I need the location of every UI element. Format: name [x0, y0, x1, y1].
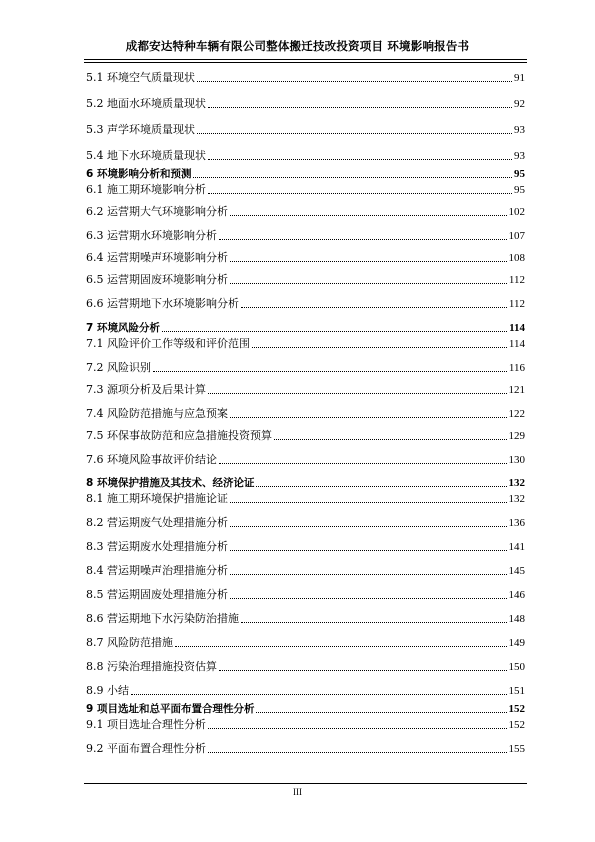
toc-entry-page: 95 — [514, 184, 525, 196]
toc-dot-leader — [219, 667, 507, 671]
toc-entry-page: 141 — [508, 541, 525, 553]
toc-dot-leader — [230, 547, 507, 551]
toc-entry-title: 6.2 运营期大气环境影响分析 — [86, 205, 228, 218]
toc-entry-title: 7.5 环保事故防范和应急措施投资预算 — [86, 429, 272, 442]
toc-section-row[interactable] — [86, 383, 525, 397]
toc-section-row[interactable] — [86, 297, 525, 311]
toc-dot-leader — [241, 304, 507, 308]
toc-entry-page: 112 — [508, 298, 525, 310]
toc-section-row[interactable] — [86, 229, 525, 243]
toc-entry-title: 6.3 运营期水环境影响分析 — [86, 229, 217, 242]
toc-entry-title: 7.3 源项分析及后果计算 — [86, 383, 206, 396]
page-header-title: 成都安达特种车辆有限公司整体搬迁技改投资项目 环境影响报告书 — [125, 39, 470, 53]
toc-dot-leader — [131, 691, 507, 695]
toc-entry-title: 7.1 风险评价工作等级和评价范围 — [86, 337, 250, 350]
toc-section-row[interactable] — [86, 205, 525, 219]
toc-entry-page: 112 — [508, 274, 525, 286]
toc-dot-leader — [230, 571, 507, 575]
toc-entry-title: 9.2 平面布置合理性分析 — [86, 742, 206, 755]
toc-entry-page: 93 — [514, 150, 525, 162]
toc-entry-page: 146 — [508, 589, 525, 601]
toc-entry-title: 8.6 营运期地下水污染防治措施 — [86, 612, 239, 625]
toc-entry-title: 8.1 施工期环境保护措施论证 — [86, 492, 228, 505]
toc-entry-title: 5.2 地面水环境质量现状 — [86, 97, 206, 110]
toc-dot-leader — [197, 78, 512, 82]
toc-entry-title: 6.4 运营期噪声环境影响分析 — [86, 251, 228, 264]
toc-section-row[interactable] — [86, 540, 525, 554]
toc-dot-leader — [208, 156, 512, 160]
toc-entry-page: 155 — [508, 743, 525, 755]
toc-entry-page: 149 — [508, 637, 525, 649]
toc-chapter-row[interactable] — [86, 476, 525, 490]
toc-entry-title: 7.6 环境风险事故评价结论 — [86, 453, 217, 466]
toc-entry-title: 9 项目选址和总平面布置合理性分析 — [86, 703, 255, 715]
toc-entry-page: 107 — [508, 230, 525, 242]
toc-entry-page: 152 — [508, 703, 525, 715]
toc-section-row[interactable] — [86, 718, 525, 732]
toc-dot-leader — [162, 328, 507, 332]
toc-chapter-row[interactable] — [86, 702, 525, 716]
toc-entry-title: 8.5 营运期固废处理措施分析 — [86, 588, 228, 601]
toc-dot-leader — [219, 236, 507, 240]
toc-entry-page: 92 — [514, 98, 525, 110]
toc-entry-page: 152 — [508, 719, 525, 731]
toc-dot-leader — [208, 725, 507, 729]
toc-section-row[interactable] — [86, 453, 525, 467]
toc-section-row[interactable] — [86, 407, 525, 421]
toc-dot-leader — [197, 130, 512, 134]
toc-entry-title: 9.1 项目选址合理性分析 — [86, 718, 206, 731]
toc-dot-leader — [208, 749, 507, 753]
toc-entry-page: 91 — [514, 72, 525, 84]
header-rule-thin — [84, 62, 527, 63]
toc-dot-leader — [230, 499, 507, 503]
toc-entry-title: 8.2 营运期废气处理措施分析 — [86, 516, 228, 529]
toc-entry-title: 8.7 风险防范措施 — [86, 636, 173, 649]
toc-dot-leader — [193, 174, 512, 178]
toc-entry-page: 93 — [514, 124, 525, 136]
footer-rule — [84, 783, 527, 784]
toc-section-row[interactable] — [86, 742, 525, 756]
toc-section-row[interactable] — [86, 71, 525, 85]
toc-entry-title: 8.8 污染治理措施投资估算 — [86, 660, 217, 673]
toc-entry-page: 132 — [508, 493, 525, 505]
toc-entry-title: 5.3 声学环境质量现状 — [86, 123, 195, 136]
toc-dot-leader — [230, 595, 507, 599]
toc-section-row[interactable] — [86, 588, 525, 602]
toc-section-row[interactable] — [86, 273, 525, 287]
toc-entry-page: 122 — [508, 408, 525, 420]
toc-chapter-row[interactable] — [86, 321, 525, 335]
toc-section-row[interactable] — [86, 123, 525, 137]
toc-dot-leader — [208, 104, 512, 108]
toc-chapter-row[interactable] — [86, 167, 525, 181]
toc-entry-page: 102 — [508, 206, 525, 218]
toc-entry-page: 129 — [508, 430, 525, 442]
toc-entry-page: 108 — [508, 252, 525, 264]
toc-entry-title: 8.9 小结 — [86, 684, 129, 697]
toc-section-row[interactable] — [86, 612, 525, 626]
toc-section-row[interactable] — [86, 251, 525, 265]
toc-entry-title: 8.3 营运期废水处理措施分析 — [86, 540, 228, 553]
toc-section-row[interactable] — [86, 492, 525, 506]
toc-entry-page: 114 — [509, 322, 525, 334]
toc-entry-page: 130 — [508, 454, 525, 466]
header-rule — [84, 59, 527, 60]
page-number: III — [293, 787, 302, 797]
toc-dot-leader — [153, 368, 507, 372]
toc-entry-title: 5.1 环境空气质量现状 — [86, 71, 195, 84]
toc-section-row[interactable] — [86, 684, 525, 698]
toc-entry-page: 121 — [508, 384, 525, 396]
toc-section-row[interactable] — [86, 660, 525, 674]
toc-entry-title: 6.6 运营期地下水环境影响分析 — [86, 297, 239, 310]
toc-entry-title: 6.1 施工期环境影响分析 — [86, 183, 206, 196]
toc-entry-page: 145 — [508, 565, 525, 577]
toc-entry-page: 114 — [508, 338, 525, 350]
toc-entry-page: 136 — [508, 517, 525, 529]
toc-dot-leader — [175, 643, 507, 647]
toc-section-row[interactable] — [86, 429, 525, 443]
toc-section-row[interactable] — [86, 337, 525, 351]
toc-entry-title: 7.2 风险识别 — [86, 361, 151, 374]
toc-entry-title: 8 环境保护措施及其技术、经济论证 — [86, 477, 255, 489]
toc-dot-leader — [219, 460, 507, 464]
toc-dot-leader — [230, 212, 507, 216]
toc-dot-leader — [274, 436, 507, 440]
toc-dot-leader — [208, 190, 512, 194]
toc-dot-leader — [256, 709, 506, 713]
toc-dot-leader — [241, 619, 507, 623]
toc-section-row[interactable] — [86, 564, 525, 578]
toc-entry-title: 8.4 营运期噪声治理措施分析 — [86, 564, 228, 577]
toc-section-row[interactable] — [86, 361, 525, 375]
toc-entry-page: 116 — [508, 362, 525, 374]
toc-entry-title: 7 环境风险分析 — [86, 322, 160, 334]
toc-dot-leader — [230, 280, 507, 284]
toc-dot-leader — [230, 258, 507, 262]
toc-dot-leader — [252, 344, 507, 348]
toc-section-row[interactable] — [86, 183, 525, 197]
toc-dot-leader — [256, 483, 506, 487]
toc-entry-title: 6.5 运营期固废环境影响分析 — [86, 273, 228, 286]
toc-section-row[interactable] — [86, 636, 525, 650]
toc-dot-leader — [230, 523, 507, 527]
toc-entry-title: 7.4 风险防范措施与应急预案 — [86, 407, 228, 420]
toc-dot-leader — [208, 390, 507, 394]
toc-section-row[interactable] — [86, 97, 525, 111]
toc-entry-title: 5.4 地下水环境质量现状 — [86, 149, 206, 162]
toc-entry-page: 148 — [508, 613, 525, 625]
toc-entry-page: 132 — [508, 477, 525, 489]
toc-section-row[interactable] — [86, 149, 525, 163]
toc-entry-title: 6 环境影响分析和预测 — [86, 168, 192, 180]
toc-section-row[interactable] — [86, 516, 525, 530]
toc-entry-page: 150 — [508, 661, 525, 673]
toc-entry-page: 151 — [508, 685, 525, 697]
toc-entry-page: 95 — [514, 168, 525, 180]
toc-dot-leader — [230, 414, 507, 418]
